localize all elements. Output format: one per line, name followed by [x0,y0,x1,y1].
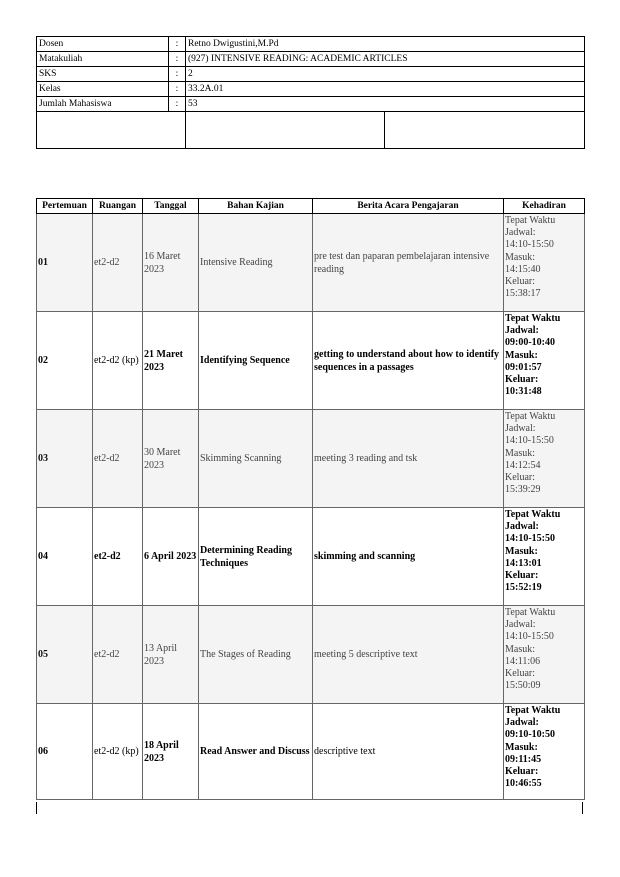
info-colon: : [169,82,186,97]
attendance-label: Jadwal: [505,619,536,631]
attendance-schedule: 14:10-15:50 [505,631,554,643]
info-colon: : [169,97,186,112]
table-row [37,214,585,312]
meeting-table [36,198,585,800]
info-colon: : [169,37,186,52]
attendance-label: Masuk: [505,349,538,361]
cell-pertemuan: 06 [37,704,93,800]
attendance-in-time: 14:15:40 [505,263,541,275]
attendance-in-time: 09:01:57 [505,361,542,373]
info-label: Matakuliah [37,52,169,67]
cell-pertemuan: 02 [37,312,93,410]
header-bahan-kajian: Bahan Kajian [199,199,313,214]
info-value-kelas: 33.2A.01 [186,82,585,97]
signature-cell [385,112,585,149]
cell-bahan-kajian: Determining Reading Techniques [199,508,313,606]
header-berita-acara: Berita Acara Pengajaran [313,199,504,214]
header-pertemuan: Pertemuan [37,199,93,214]
cell-kehadiran [504,508,585,606]
attendance-schedule: 09:00-10:40 [505,337,555,349]
cell-ruangan: et2-d2 (kp) [93,704,143,800]
cell-tanggal: 18 April 2023 [143,704,199,800]
cell-ruangan: et2-d2 [93,214,143,312]
cell-berita-acara: getting to understand about how to identify sequences in a passages [313,312,504,410]
column-divider [36,802,37,814]
signature-row [37,112,585,149]
attendance-label: Jadwal: [505,423,536,435]
attendance-status: Tepat Waktu [505,411,556,422]
table-continuation [36,802,584,814]
info-label: Dosen [37,37,169,52]
attendance-out-time: 10:31:48 [505,386,542,398]
signature-cell [186,112,385,149]
signature-cell [37,112,186,149]
course-info-table [36,36,585,149]
info-row-jumlah-mahasiswa [37,97,585,112]
info-label: Kelas [37,82,169,97]
info-label: Jumlah Mahasiswa [37,97,169,112]
attendance-in-time: 09:11:45 [505,753,542,765]
attendance-out-time: 15:38:17 [505,288,541,300]
attendance-in-time: 14:12:54 [505,459,541,471]
cell-kehadiran [504,704,585,800]
table-row [37,312,585,410]
attendance-schedule: 14:10-15:50 [505,435,554,447]
info-label: SKS [37,67,169,82]
header-ruangan: Ruangan [93,199,143,214]
attendance-label: Masuk: [505,447,535,459]
cell-ruangan: et2-d2 (kp) [93,312,143,410]
column-divider [582,802,583,814]
table-row [37,508,585,606]
attendance-label: Keluar: [505,472,535,484]
cell-pertemuan: 04 [37,508,93,606]
cell-tanggal: 21 Maret 2023 [143,312,199,410]
info-colon: : [169,67,186,82]
cell-bahan-kajian: Intensive Reading [199,214,313,312]
cell-bahan-kajian: Skimming Scanning [199,410,313,508]
cell-ruangan: et2-d2 [93,508,143,606]
cell-ruangan: et2-d2 [93,606,143,704]
attendance-out-time: 15:52:19 [505,582,542,594]
attendance-out-time: 15:39:29 [505,484,541,496]
info-row-sks [37,67,585,82]
info-row-kelas [37,82,585,97]
cell-berita-acara: descriptive text [313,704,504,800]
attendance-label: Jadwal: [505,717,539,729]
table-row [37,704,585,800]
attendance-out-time: 10:46:55 [505,778,542,790]
attendance-label: Keluar: [505,570,539,582]
cell-tanggal: 30 Maret 2023 [143,410,199,508]
attendance-schedule: 14:10-15:50 [505,533,555,545]
header-kehadiran: Kehadiran [504,199,585,214]
cell-bahan-kajian: Read Answer and Discuss [199,704,313,800]
info-colon: : [169,52,186,67]
cell-pertemuan: 01 [37,214,93,312]
cell-kehadiran [504,214,585,312]
cell-berita-acara: meeting 3 reading and tsk [313,410,504,508]
cell-berita-acara: meeting 5 descriptive text [313,606,504,704]
info-value-matakuliah: (927) INTENSIVE READING: ACADEMIC ARTICLES [186,52,585,67]
attendance-label: Jadwal: [505,227,536,239]
attendance-status: Tepat Waktu [505,607,556,618]
attendance-in-time: 14:11:06 [505,655,541,667]
attendance-label: Keluar: [505,276,535,288]
attendance-schedule: 14:10-15:50 [505,239,554,251]
cell-tanggal: 6 April 2023 [143,508,199,606]
info-value-dosen: Retno Dwigustini,M.Pd [186,37,585,52]
attendance-label: Keluar: [505,668,535,680]
attendance-label: Keluar: [505,374,539,386]
info-value-sks: 2 [186,67,585,82]
attendance-status: Tepat Waktu [505,509,561,520]
attendance-label: Masuk: [505,643,535,655]
table-row [37,606,585,704]
cell-kehadiran [504,312,585,410]
cell-berita-acara: pre test dan paparan pembelajaran intensive reading [313,214,504,312]
attendance-label: Jadwal: [505,325,539,337]
info-row-dosen [37,37,585,52]
attendance-label: Masuk: [505,741,538,753]
info-row-matakuliah [37,52,585,67]
cell-kehadiran [504,410,585,508]
attendance-out-time: 15:50:09 [505,680,541,692]
cell-kehadiran [504,606,585,704]
cell-pertemuan: 03 [37,410,93,508]
attendance-status: Tepat Waktu [505,313,561,324]
info-value-jumlah-mahasiswa: 53 [186,97,585,112]
cell-pertemuan: 05 [37,606,93,704]
attendance-in-time: 14:13:01 [505,557,542,569]
cell-ruangan: et2-d2 [93,410,143,508]
attendance-label: Masuk: [505,251,535,263]
attendance-status: Tepat Waktu [505,705,561,716]
table-header-row [37,199,585,214]
cell-bahan-kajian: Identifying Sequence [199,312,313,410]
cell-berita-acara: skimming and scanning [313,508,504,606]
header-tanggal: Tanggal [143,199,199,214]
table-row [37,410,585,508]
cell-bahan-kajian: The Stages of Reading [199,606,313,704]
attendance-status: Tepat Waktu [505,215,556,226]
attendance-label: Jadwal: [505,521,539,533]
attendance-schedule: 09:10-10:50 [505,729,555,741]
attendance-label: Keluar: [505,766,539,778]
cell-tanggal: 13 April 2023 [143,606,199,704]
attendance-label: Masuk: [505,545,538,557]
cell-tanggal: 16 Maret 2023 [143,214,199,312]
